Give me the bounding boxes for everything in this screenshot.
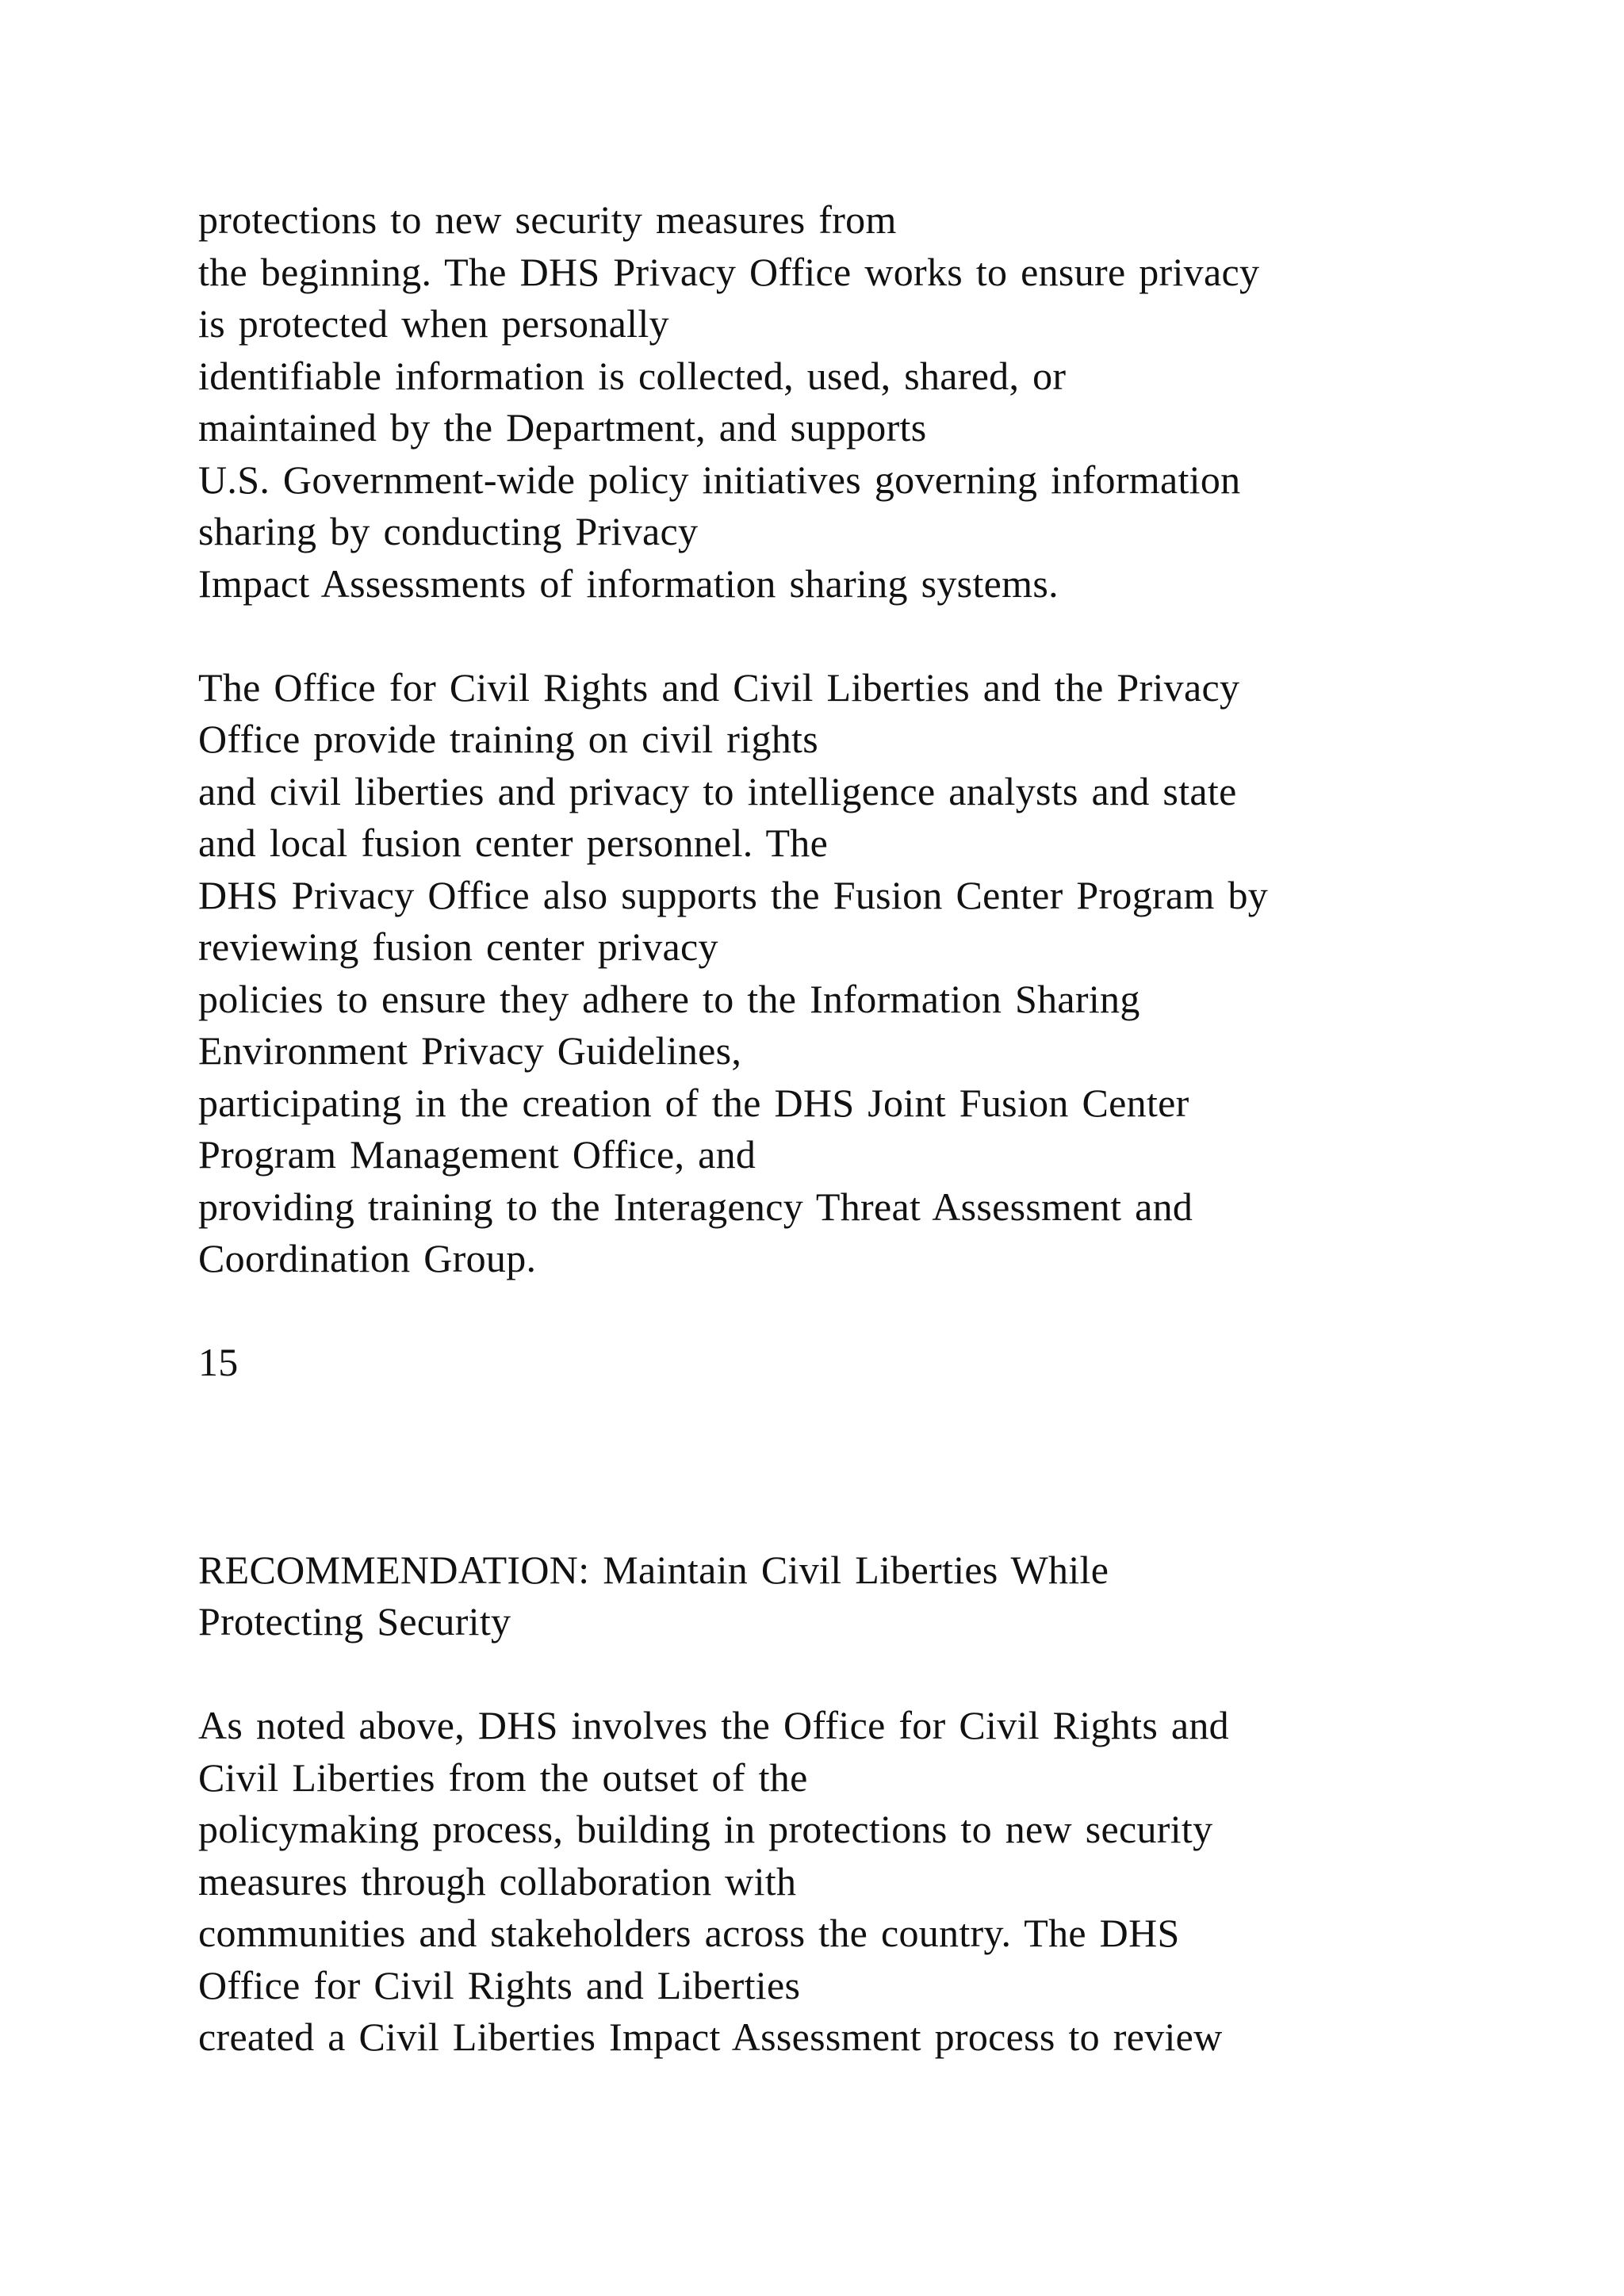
text-line: Office provide training on civil rights [198, 717, 818, 761]
text-line: participating in the creation of the DHS Joint Fusion Center [198, 1080, 1189, 1125]
text-line: Impact Assessments of information sharing systems. [198, 561, 1059, 606]
text-line: U.S. Government-wide policy initiatives governing information [198, 457, 1241, 502]
text-line: providing training to the Interagency Threat Assessment and [198, 1184, 1193, 1229]
text-line: protections to new security measures from [198, 197, 897, 242]
text-line: sharing by conducting Privacy [198, 509, 699, 553]
paragraph-spacer [198, 1648, 1546, 1701]
document-page [198, 194, 1546, 2064]
page-number: 15 [198, 1340, 239, 1384]
text-line: Program Management Office, and [198, 1132, 756, 1177]
text-line: measures through collaboration with [198, 1858, 797, 1904]
text-line: created a Civil Liberties Impact Assessment process to review [198, 2015, 1223, 2059]
recommendation-heading [198, 1544, 1546, 1648]
paragraph-training [198, 662, 1546, 1285]
paragraph-spacer [198, 610, 1546, 662]
text-line: policymaking process, building in protections to new security [198, 1807, 1213, 1851]
text-line: Coordination Group. [198, 1236, 537, 1280]
text-line: The Office for Civil Rights and Civil Liberties and the Privacy [198, 664, 1240, 710]
text-line: maintained by the Department, and supports [198, 405, 927, 450]
paragraph-spacer [198, 1285, 1546, 1337]
text-line: Office for Civil Rights and Liberties [198, 1962, 801, 2007]
text-line: identifiable information is collected, used, shared, or [198, 353, 1067, 398]
text-line: As noted above, DHS involves the Office for Civil Rights and [198, 1703, 1229, 1747]
text-line: reviewing fusion center privacy [198, 924, 718, 969]
text-line: communities and stakeholders across the country. The DHS [198, 1911, 1180, 1955]
text-line: the beginning. The DHS Privacy Office works to ensure privacy [198, 249, 1260, 294]
heading-line: RECOMMENDATION: Maintain Civil Liberties While [198, 1547, 1109, 1592]
text-line: DHS Privacy Office also supports the Fusion Center Program by [198, 872, 1269, 917]
text-line: Environment Privacy Guidelines, [198, 1028, 742, 1073]
text-line: and local fusion center personnel. The [198, 821, 829, 865]
paragraph-privacy-office [198, 194, 1546, 610]
text-line: policies to ensure they adhere to the Information Sharing [198, 976, 1140, 1021]
heading-line: Protecting Security [198, 1599, 511, 1644]
text-line: Civil Liberties from the outset of the [198, 1755, 808, 1800]
text-line: and civil liberties and privacy to intelligence analysts and state [198, 768, 1237, 813]
paragraph-civil-liberties [198, 1700, 1546, 2064]
section-spacer [198, 1389, 1546, 1544]
text-line: is protected when personally [198, 301, 669, 346]
